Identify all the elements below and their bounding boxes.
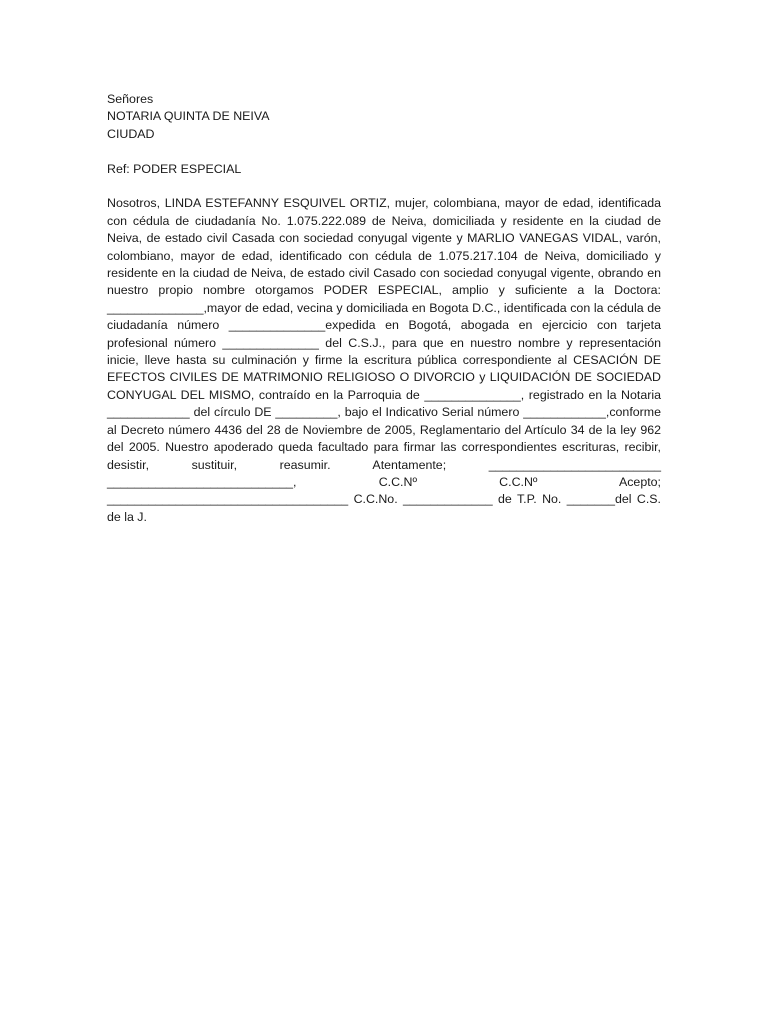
spacer xyxy=(107,178,661,195)
letter-content xyxy=(107,91,661,526)
salutation: Señores xyxy=(107,92,154,106)
city: CIUDAD xyxy=(107,126,155,141)
recipient: NOTARIA QUINTA DE NEIVA xyxy=(107,109,270,124)
body-paragraph: Nosotros, LINDA ESTEFANNY ESQUIVEL ORTIZ, mujer, colombiana, mayor de edad, identificada con cédula de ciudadanía No. 1.075.222.089 de Neiva, domiciliada y residente en la ciudad de Neiva, de estado civil Casada con sociedad conyugal vigente y MARLIO VANEGAS VIDAL, varón, colombiano, mayor de edad, identificado con cédula de 1.075.217.104 de Neiva, domiciliado y residente en la ciudad de Neiva, de estado civil Casado con sociedad conyugal vigente, obrando en nuestro propio nombre otorgamos PODER ESPECIAL, amplio y suficiente a la Doctora: ______________,mayor de edad, vecina y domiciliada en Bogota D.C., identificada con la cédula de ciudadanía número ______________expedida en Bogotá, abogada en ejercicio con tarjeta profesional número ______________ del C.S.J., para que en nuestro nombre y representación inicie, lleve hasta su culminación y firme la escritura pública correspondiente al CESACIÓN DE EFECTOS CIVILES DE MATRIMONIO RELIGIOSO O DIVORCIO y LIQUIDACIÓN DE SOCIEDAD CONYUGAL DEL MISMO, contraído en la Parroquia de ______________, registrado en la Notaria ____________ del círculo DE _________, bajo el Indicativo Serial número ____________,conforme al Decreto número 4436 del 28 de Noviembre de 2005, Reglamentario del Artículo 34 de la ley 962 del 2005. Nuestro apoderado queda facultado para firmar las correspondientes escrituras, recibir, desistir, sustituir, reasumir. Atentamente; _________________________ ___________________________, C.C.Nº C.C.Nº Acepto; ___________________________________ C.C.No. _____________ de T.P. No. _______del C.S. de la J. xyxy=(107,196,661,524)
spacer xyxy=(107,143,661,160)
reference-line: Ref: PODER ESPECIAL xyxy=(107,161,242,176)
